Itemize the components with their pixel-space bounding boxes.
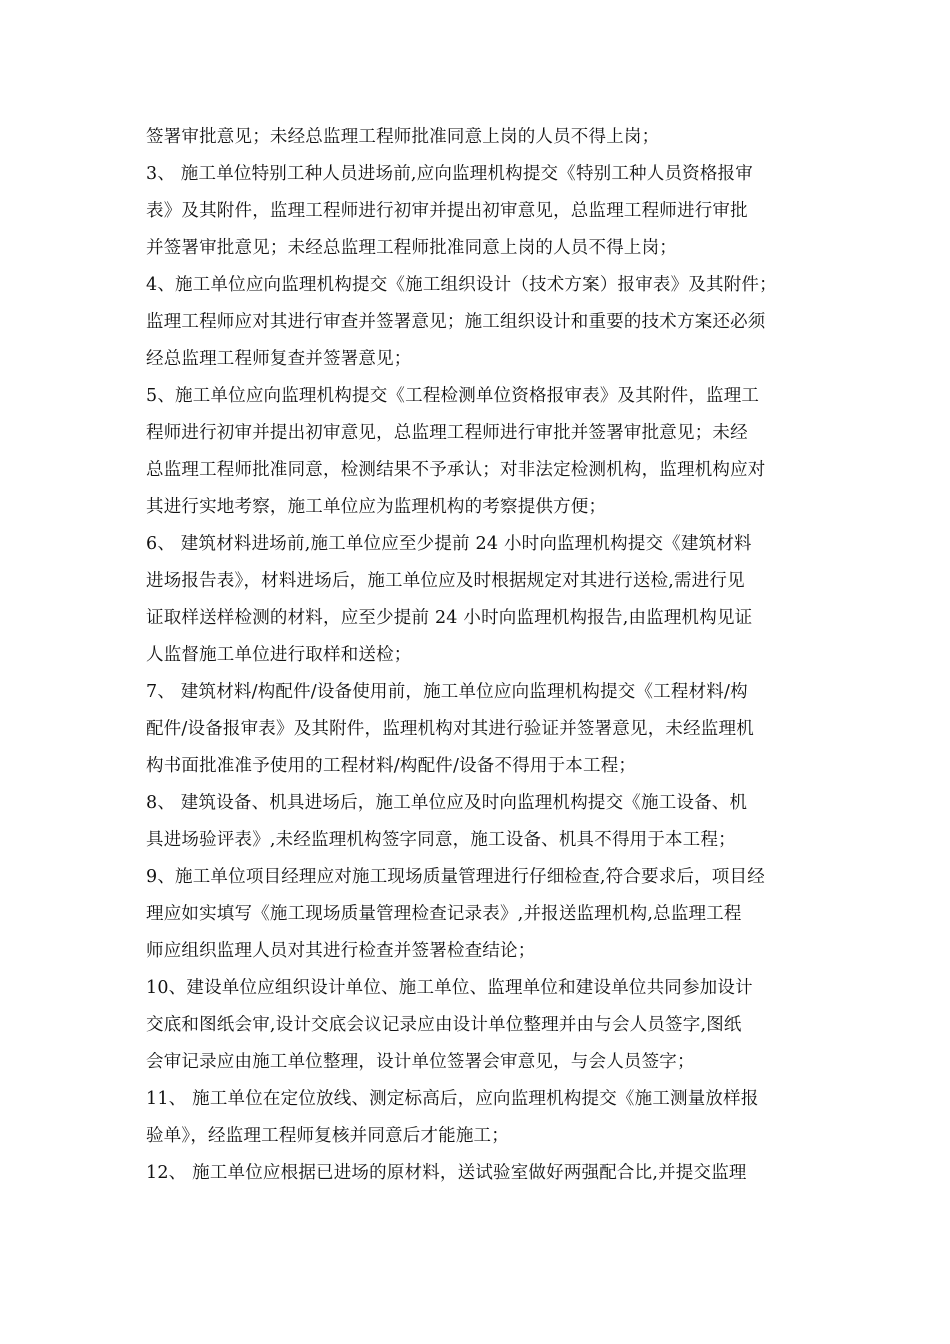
text-line: 3、 施工单位特别工种人员进场前,应向监理机构提交《特别工种人员资格报审 [146, 164, 753, 184]
text-line: 理应如实填写《施工现场质量管理检查记录表》,并报送监理机构,总监理工程 [146, 904, 742, 924]
text-line: 签署审批意见；未经总监理工程师批准同意上岗的人员不得上岗； [146, 127, 660, 147]
text-line: 人监督施工单位进行取样和送检； [146, 645, 412, 665]
text-line: 师应组织监理人员对其进行检查并签署检查结论； [146, 941, 536, 961]
text-line: 交底和图纸会审,设计交底会议记录应由设计单位整理并由与会人员签字,图纸 [146, 1015, 742, 1035]
text-line: 8、 建筑设备、机具进场后，施工单位应及时向监理机构提交《施工设备、机 [146, 793, 748, 813]
text-line: 7、 建筑材料/构配件/设备使用前，施工单位应向监理机构提交《工程材料/构 [146, 682, 748, 702]
text-line: 并签署审批意见；未经总监理工程师批准同意上岗的人员不得上岗； [146, 238, 677, 258]
text-line: 9、施工单位项目经理应对施工现场质量管理进行仔细检查,符合要求后，项目经 [146, 867, 765, 887]
text-line: 4、施工单位应向监理机构提交《施工组织设计（技术方案）报审表》及其附件； [146, 275, 777, 295]
text-line: 验单》，经监理工程师复核并同意后才能施工； [146, 1126, 509, 1146]
text-line: 程师进行初审并提出初审意见，总监理工程师进行审批并签署审批意见；未经 [146, 423, 748, 443]
text-line: 其进行实地考察，施工单位应为监理机构的考察提供方便； [146, 497, 607, 517]
text-line: 会审记录应由施工单位整理，设计单位签署会审意见，与会人员签字； [146, 1052, 695, 1072]
text-line: 经总监理工程师复查并签署意见； [146, 349, 412, 369]
text-line: 5、施工单位应向监理机构提交《工程检测单位资格报审表》及其附件，监理工 [146, 386, 760, 406]
text-line: 10、建设单位应组织设计单位、施工单位、监理单位和建设单位共同参加设计 [146, 978, 753, 998]
text-line: 证取样送样检测的材料，应至少提前 24 小时向监理机构报告,由监理机构见证 [146, 608, 753, 628]
document-body [146, 119, 806, 1192]
text-line: 进场报告表》，材料进场后，施工单位应及时根据规定对其进行送检,需进行见 [146, 571, 745, 591]
text-line: 11、 施工单位在定位放线、测定标高后，应向监理机构提交《施工测量放样报 [146, 1089, 759, 1109]
text-line: 6、 建筑材料进场前,施工单位应至少提前 24 小时向监理机构提交《建筑材料 [146, 534, 752, 554]
text-line: 12、 施工单位应根据已进场的原材料，送试验室做好两强配合比,并提交监理 [146, 1163, 747, 1183]
text-line: 表》及其附件，监理工程师进行初审并提出初审意见，总监理工程师进行审批 [146, 201, 748, 221]
text-line: 构书面批准准予使用的工程材料/构配件/设备不得用于本工程； [146, 756, 637, 776]
text-line: 总监理工程师批准同意，检测结果不予承认；对非法定检测机构，监理机构应对 [146, 460, 766, 480]
text-line: 配件/设备报审表》及其附件，监理机构对其进行验证并签署意见，未经监理机 [146, 719, 754, 739]
text-line: 监理工程师应对其进行审查并签署意见；施工组织设计和重要的技术方案还必须 [146, 312, 766, 332]
text-line: 具进场验评表》,未经监理机构签字同意，施工设备、机具不得用于本工程； [146, 830, 736, 850]
